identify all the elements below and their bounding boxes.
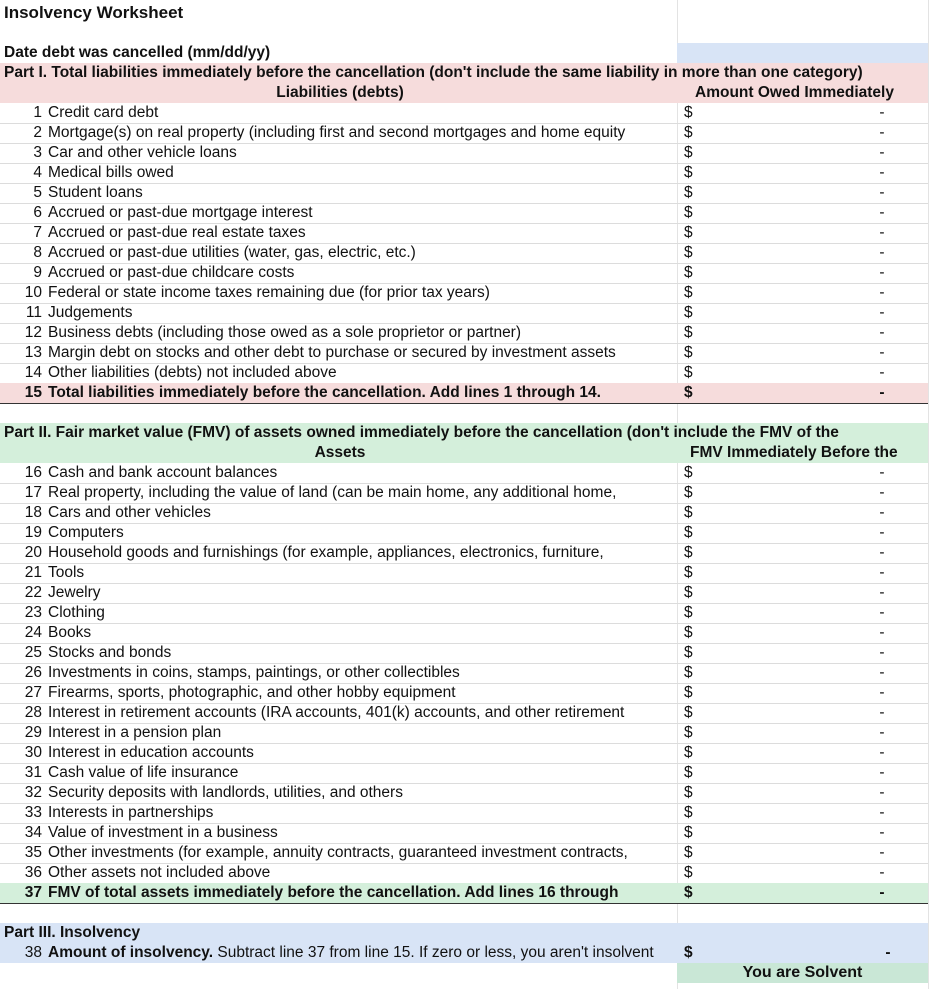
line-number: 8 <box>33 244 42 261</box>
line-number: 12 <box>24 324 42 341</box>
currency-symbol: $ <box>684 724 693 741</box>
amount-cell[interactable]: - <box>879 784 885 801</box>
date-label: Date debt was cancelled (mm/dd/yy) <box>4 44 271 61</box>
line-number: 26 <box>24 664 42 681</box>
line-number: 19 <box>24 524 42 541</box>
currency-symbol: $ <box>684 104 693 121</box>
amount-cell[interactable]: - <box>879 284 885 301</box>
line-number: 1 <box>33 104 42 121</box>
insolvency-description <box>48 943 676 963</box>
table-row <box>0 743 928 764</box>
currency-symbol: $ <box>684 864 693 881</box>
amount-cell[interactable]: - <box>879 364 885 381</box>
currency-symbol: $ <box>684 944 693 961</box>
table-row <box>0 863 928 884</box>
line-description: Accrued or past-due real estate taxes <box>48 224 306 241</box>
line-description: Firearms, sports, photographic, and other hobby equipment <box>48 684 456 701</box>
line-number: 32 <box>24 784 42 801</box>
table-row <box>0 243 928 264</box>
currency-symbol: $ <box>684 164 693 181</box>
column-divider <box>928 0 929 989</box>
table-row <box>0 483 928 504</box>
amount-cell[interactable]: - <box>879 144 885 161</box>
line-number: 5 <box>33 184 42 201</box>
table-row <box>0 183 928 204</box>
line-description: Student loans <box>48 184 143 201</box>
table-row <box>0 823 928 844</box>
table-row <box>0 303 928 324</box>
line-description: Medical bills owed <box>48 164 174 181</box>
part1-heading: Part I. Total liabilities immediately before the cancellation (don't include the same liability in more than one category) <box>0 63 928 83</box>
amount-cell[interactable]: - <box>879 464 885 481</box>
amount-cell[interactable]: - <box>879 864 885 881</box>
total-liabilities-label: Total liabilities immediately before the cancellation. Add lines 1 through 14. <box>48 384 601 401</box>
line-number: 15 <box>24 384 42 401</box>
currency-symbol: $ <box>684 684 693 701</box>
amount-cell[interactable]: - <box>879 504 885 521</box>
currency-symbol: $ <box>684 304 693 321</box>
line-description: Household goods and furnishings (for example, appliances, electronics, furniture, <box>48 544 604 561</box>
line-description: Margin debt on stocks and other debt to purchase or secured by investment assets <box>48 344 616 361</box>
line-description: Other investments (for example, annuity contracts, guaranteed investment contracts, <box>48 844 628 861</box>
line-number: 7 <box>33 224 42 241</box>
currency-symbol: $ <box>684 764 693 781</box>
currency-symbol: $ <box>684 844 693 861</box>
table-row <box>0 623 928 644</box>
currency-symbol: $ <box>684 364 693 381</box>
line-number: 3 <box>33 144 42 161</box>
table-row <box>0 723 928 744</box>
amount-cell[interactable]: - <box>879 584 885 601</box>
line-number: 18 <box>24 504 42 521</box>
amount-cell[interactable]: - <box>879 744 885 761</box>
amount-cell[interactable]: - <box>879 184 885 201</box>
currency-symbol: $ <box>684 284 693 301</box>
line-number: 30 <box>24 744 42 761</box>
line-number: 16 <box>24 464 42 481</box>
amount-cell[interactable]: - <box>879 684 885 701</box>
total-liabilities-row <box>0 383 928 404</box>
line-number: 14 <box>24 364 42 381</box>
line-description: Credit card debt <box>48 104 159 121</box>
part2-heading: Part II. Fair market value (FMV) of assets owned immediately before the cancellation (don't include the FMV of the <box>0 423 928 443</box>
line-number: 25 <box>24 644 42 661</box>
date-input-cell[interactable] <box>677 43 928 63</box>
table-row <box>0 563 928 584</box>
table-row <box>0 663 928 684</box>
line-description: Computers <box>48 524 124 541</box>
total-assets-amount: - <box>879 884 885 901</box>
line-number: 2 <box>33 124 42 141</box>
line-number: 21 <box>24 564 42 581</box>
amount-cell[interactable]: - <box>879 664 885 681</box>
line-description: Interest in retirement accounts (IRA accounts, 401(k) accounts, and other retirement <box>48 704 625 721</box>
table-row <box>0 583 928 604</box>
currency-symbol: $ <box>684 524 693 541</box>
amount-cell[interactable]: - <box>879 164 885 181</box>
line-description: Car and other vehicle loans <box>48 144 237 161</box>
line-description: Cash and bank account balances <box>48 464 278 481</box>
currency-symbol: $ <box>684 584 693 601</box>
total-assets-row <box>0 883 928 904</box>
amount-cell[interactable]: - <box>879 604 885 621</box>
total-assets-label: FMV of total assets immediately before the cancellation. Add lines 16 through <box>48 884 619 901</box>
status-row <box>0 963 928 983</box>
line-number: 35 <box>24 844 42 861</box>
amount-cell[interactable]: - <box>879 344 885 361</box>
amount-cell[interactable]: - <box>879 204 885 221</box>
table-row <box>0 323 928 344</box>
line-description: Cash value of life insurance <box>48 764 239 781</box>
amount-cell[interactable]: - <box>879 764 885 781</box>
amount-cell[interactable]: - <box>879 104 885 121</box>
line-description: Cars and other vehicles <box>48 504 211 521</box>
line-description: Judgements <box>48 304 133 321</box>
currency-symbol: $ <box>684 204 693 221</box>
amount-cell[interactable]: - <box>879 564 885 581</box>
line-number: 10 <box>24 284 42 301</box>
currency-symbol: $ <box>684 564 693 581</box>
currency-symbol: $ <box>684 644 693 661</box>
insolvency-label: Amount of insolvency. <box>48 944 214 961</box>
amount-cell[interactable]: - <box>879 264 885 281</box>
currency-symbol: $ <box>684 784 693 801</box>
solvency-status: You are Solvent <box>677 963 928 983</box>
fmv-column-header: FMV Immediately Before the <box>690 444 898 461</box>
currency-symbol: $ <box>684 224 693 241</box>
table-row <box>0 523 928 544</box>
amount-cell[interactable]: - <box>879 484 885 501</box>
table-row <box>0 283 928 304</box>
liabilities-column-header: Liabilities (debts) <box>276 84 404 101</box>
line-number: 31 <box>24 764 42 781</box>
line-description: Other liabilities (debts) not included above <box>48 364 337 381</box>
line-description: Other assets not included above <box>48 864 271 881</box>
amount-cell[interactable]: - <box>879 324 885 341</box>
currency-symbol: $ <box>684 884 693 901</box>
table-row <box>0 763 928 784</box>
line-description: Jewelry <box>48 584 101 601</box>
line-number: 11 <box>25 304 42 321</box>
currency-symbol: $ <box>684 544 693 561</box>
part3-heading: Part III. Insolvency <box>0 923 928 943</box>
table-row <box>0 543 928 564</box>
amount-cell[interactable]: - <box>879 824 885 841</box>
line-description: Accrued or past-due utilities (water, gas, electric, etc.) <box>48 244 416 261</box>
worksheet-title: Insolvency Worksheet <box>4 3 184 22</box>
table-row <box>0 103 928 124</box>
line-description: Tools <box>48 564 85 581</box>
line-description: Business debts (including those owed as a sole proprietor or partner) <box>48 324 522 341</box>
table-row <box>0 203 928 224</box>
line-number: 13 <box>24 344 42 361</box>
part1-column-header <box>0 83 928 103</box>
currency-symbol: $ <box>684 624 693 641</box>
amount-cell[interactable]: - <box>879 304 885 321</box>
currency-symbol: $ <box>684 604 693 621</box>
currency-symbol: $ <box>684 184 693 201</box>
insolvency-amount: - <box>885 944 891 961</box>
currency-symbol: $ <box>684 744 693 761</box>
table-row <box>0 263 928 284</box>
line-number: 33 <box>24 804 42 821</box>
table-row <box>0 143 928 164</box>
line-description: Clothing <box>48 604 105 621</box>
insolvency-instructions: Subtract line 37 from line 15. If zero or less, you aren't insolvent <box>213 944 654 961</box>
line-description: Interest in a pension plan <box>48 724 222 741</box>
amount-cell[interactable]: - <box>879 224 885 241</box>
currency-symbol: $ <box>684 464 693 481</box>
table-row <box>0 703 928 724</box>
line-description: Interest in education accounts <box>48 744 254 761</box>
line-description: Accrued or past-due childcare costs <box>48 264 295 281</box>
table-row <box>0 643 928 664</box>
line-description: Stocks and bonds <box>48 644 172 661</box>
line-description: Federal or state income taxes remaining due (for prior tax years) <box>48 284 490 301</box>
currency-symbol: $ <box>684 504 693 521</box>
table-row <box>0 683 928 704</box>
date-row <box>0 43 928 64</box>
amount-cell[interactable]: - <box>879 704 885 721</box>
total-liabilities-amount: - <box>879 384 885 401</box>
table-row <box>0 223 928 244</box>
line-description: Interests in partnerships <box>48 804 214 821</box>
insolvency-row <box>0 943 928 963</box>
table-row <box>0 803 928 824</box>
line-number: 37 <box>24 884 42 901</box>
line-number: 29 <box>24 724 42 741</box>
table-row <box>0 843 928 864</box>
amount-owed-column-header: Amount Owed Immediately <box>695 84 894 101</box>
currency-symbol: $ <box>684 824 693 841</box>
currency-symbol: $ <box>684 344 693 361</box>
line-number: 36 <box>24 864 42 881</box>
table-row <box>0 123 928 144</box>
amount-cell[interactable]: - <box>879 124 885 141</box>
currency-symbol: $ <box>684 244 693 261</box>
line-number: 24 <box>24 624 42 641</box>
line-description: Investments in coins, stamps, paintings, or other collectibles <box>48 664 460 681</box>
currency-symbol: $ <box>684 324 693 341</box>
table-row <box>0 163 928 184</box>
line-number: 9 <box>33 264 42 281</box>
currency-symbol: $ <box>684 484 693 501</box>
line-description: Security deposits with landlords, utilities, and others <box>48 784 403 801</box>
line-number: 20 <box>24 544 42 561</box>
currency-symbol: $ <box>684 804 693 821</box>
line-number: 28 <box>24 704 42 721</box>
line-number: 34 <box>24 824 42 841</box>
line-description: Accrued or past-due mortgage interest <box>48 204 313 221</box>
table-row <box>0 363 928 384</box>
currency-symbol: $ <box>684 664 693 681</box>
amount-cell[interactable]: - <box>879 524 885 541</box>
table-row <box>0 343 928 364</box>
line-description: Value of investment in a business <box>48 824 278 841</box>
amount-cell[interactable]: - <box>879 624 885 641</box>
amount-cell[interactable]: - <box>879 844 885 861</box>
part2-column-header <box>0 443 928 463</box>
line-number: 6 <box>33 204 42 221</box>
line-description: Books <box>48 624 92 641</box>
line-number: 38 <box>24 944 42 961</box>
table-row <box>0 463 928 484</box>
line-number: 23 <box>24 604 42 621</box>
amount-cell[interactable]: - <box>879 544 885 561</box>
table-row <box>0 783 928 804</box>
line-description: Real property, including the value of land (can be main home, any additional home, <box>48 484 617 501</box>
assets-column-header: Assets <box>314 444 366 461</box>
currency-symbol: $ <box>684 704 693 721</box>
line-number: 22 <box>24 584 42 601</box>
currency-symbol: $ <box>684 144 693 161</box>
line-description: Mortgage(s) on real property (including first and second mortgages and home equity <box>48 124 626 141</box>
table-row <box>0 503 928 524</box>
amount-cell[interactable]: - <box>879 724 885 741</box>
line-number: 17 <box>24 484 42 501</box>
currency-symbol: $ <box>684 124 693 141</box>
line-number: 4 <box>33 164 42 181</box>
amount-cell[interactable]: - <box>879 804 885 821</box>
amount-cell[interactable]: - <box>879 644 885 661</box>
line-number: 27 <box>24 684 42 701</box>
currency-symbol: $ <box>684 384 693 401</box>
amount-cell[interactable]: - <box>879 244 885 261</box>
currency-symbol: $ <box>684 264 693 281</box>
table-row <box>0 603 928 624</box>
